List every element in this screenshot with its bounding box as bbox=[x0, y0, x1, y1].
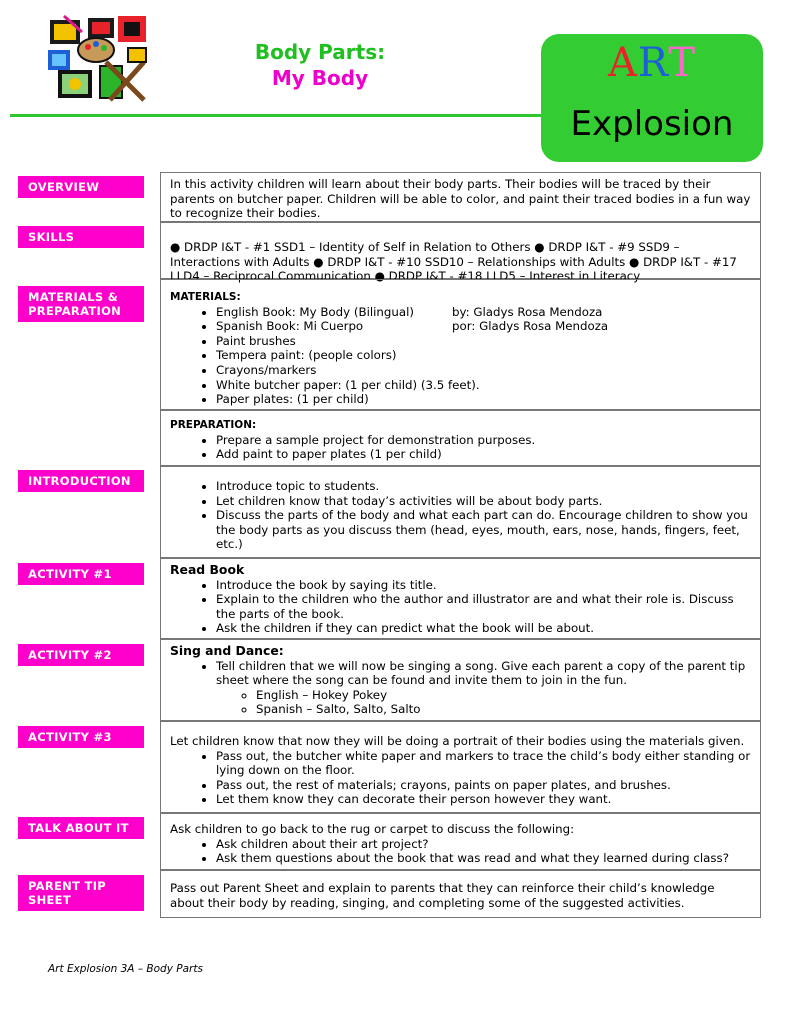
label-skills: SKILLS bbox=[18, 226, 144, 248]
introduction-list bbox=[170, 479, 751, 552]
badge-art-letter: R bbox=[637, 40, 669, 86]
label-parent-tip-sheet: PARENT TIP SHEET bbox=[18, 875, 144, 911]
label-materials-preparation: MATERIALS & PREPARATION bbox=[18, 286, 144, 322]
list-item: • Discuss the parts of the body and what each part can do. Encourage children to show you the body parts as you discuss them (head, eyes, mouth, ears, nose, hands, fingers, feet, etc.) bbox=[216, 508, 751, 552]
list-item: • Tempera paint: (people colors) bbox=[216, 348, 751, 363]
art-clipart-logo bbox=[44, 14, 150, 102]
introduction-box bbox=[160, 466, 761, 558]
badge-art-letter: A bbox=[608, 40, 638, 86]
list-item: • Let children know that today’s activities will be about body parts. bbox=[216, 494, 751, 509]
label-activity-3: ACTIVITY #3 bbox=[18, 726, 144, 748]
activity-2-sublist bbox=[170, 688, 751, 717]
activity-1-box bbox=[160, 558, 761, 639]
list-item: • Tell children that we will now be singing a song. Give each parent a copy of the parent tip sheet where the song can be found and invite them to join in the fun. bbox=[216, 659, 751, 688]
list-item: • Ask them questions about the book that was read and what they learned during class? bbox=[216, 851, 751, 866]
list-item: • Prepare a sample project for demonstration purposes. bbox=[216, 433, 751, 448]
list-item: • Spanish Book: Mi Cuerpo por: Gladys Rosa Mendoza bbox=[216, 319, 751, 334]
art-clipart-icon bbox=[44, 14, 150, 102]
label-activity-2: ACTIVITY #2 bbox=[18, 644, 144, 666]
activity-2-heading: Sing and Dance: bbox=[170, 643, 284, 658]
list-item: ◦ English – Hokey Pokey bbox=[256, 688, 751, 703]
talk-about-it-box bbox=[160, 813, 761, 870]
activity-2-list bbox=[170, 659, 751, 688]
activity-3-box bbox=[160, 721, 761, 813]
list-item: • Let them know they can decorate their person however they want. bbox=[216, 792, 751, 807]
badge-explosion-text: Explosion bbox=[570, 104, 734, 144]
parent-tip-text: Pass out Parent Sheet and explain to parents that they can reinforce their child’s knowledge about their body by reading, singing, and completing some of the suggested activities. bbox=[170, 881, 715, 910]
list-item: • White butcher paper: (1 per child) (3.5 feet). bbox=[216, 378, 751, 393]
overview-text: In this activity children will learn about their body parts. Their bodies will be traced by their parents on butcher paper. Children will be able to color, and paint their traced bodies in a fun way to recognize their bodies. bbox=[170, 177, 751, 221]
preparation-box bbox=[160, 410, 761, 466]
page-subtitle: My Body bbox=[271, 66, 369, 90]
overview-box bbox=[160, 172, 761, 222]
preparation-list bbox=[170, 433, 751, 462]
list-item: • Ask the children if they can predict what the book will be about. bbox=[216, 621, 751, 636]
badge-art-letter: T bbox=[668, 40, 696, 86]
skills-box bbox=[160, 222, 761, 284]
talk-intro: Ask children to go back to the rug or carpet to discuss the following: bbox=[170, 822, 575, 836]
list-item: • Paper plates: (1 per child) bbox=[216, 392, 751, 407]
materials-heading: MATERIALS: bbox=[170, 291, 241, 303]
activity-3-intro: Let children know that now they will be doing a portrait of their bodies using the materials given. bbox=[170, 734, 745, 748]
label-introduction: INTRODUCTION bbox=[18, 470, 144, 492]
activity-1-heading: Read Book bbox=[170, 562, 245, 577]
list-item: • Paint brushes bbox=[216, 334, 751, 349]
activity-3-list bbox=[170, 749, 751, 807]
parent-tip-box bbox=[160, 870, 761, 918]
label-overview: OVERVIEW bbox=[18, 176, 144, 198]
skills-text: ● DRDP I&T - #1 SSD1 – Identity of Self in Relation to Others ● DRDP I&T - #9 SSD9 – Interactions with Adults ● DRDP I&T - #10 SSD10 – Relationships with Adults ● DRDP I&T - #17 LLD4 – Reciprocal Communication ● DRDP I&T - #18 LLD5 – Interest in Literacy bbox=[170, 240, 737, 284]
list-item: • Introduce the book by saying its title. bbox=[216, 578, 751, 593]
list-item: • Ask children about their art project? bbox=[216, 837, 751, 852]
label-activity-1: ACTIVITY #1 bbox=[18, 563, 144, 585]
header-divider bbox=[10, 114, 546, 117]
materials-list bbox=[170, 305, 751, 407]
preparation-heading: PREPARATION: bbox=[170, 419, 257, 431]
page-title: Body Parts: bbox=[254, 40, 386, 64]
badge-art-text bbox=[541, 40, 763, 86]
list-item: • Explain to the children who the author and illustrator are and what their role is. Discuss the parts of the book. bbox=[216, 592, 751, 621]
list-item: • Add paint to paper plates (1 per child) bbox=[216, 447, 751, 462]
talk-list bbox=[170, 837, 751, 866]
list-item: • Pass out, the rest of materials; crayons, paints on paper plates, and brushes. bbox=[216, 778, 751, 793]
activity-1-list bbox=[170, 578, 751, 636]
activity-2-box bbox=[160, 639, 761, 721]
label-talk-about-it: TALK ABOUT IT bbox=[18, 817, 144, 839]
list-item: • Pass out, the butcher white paper and markers to trace the child’s body either standing or lying down on the floor. bbox=[216, 749, 751, 778]
list-item: • Introduce topic to students. bbox=[216, 479, 751, 494]
list-item: • Crayons/markers bbox=[216, 363, 751, 378]
list-item: ◦ Spanish – Salto, Salto, Salto bbox=[256, 702, 751, 717]
list-item: • English Book: My Body (Bilingual) by: Gladys Rosa Mendoza bbox=[216, 305, 751, 320]
materials-box bbox=[160, 279, 761, 410]
art-explosion-badge bbox=[541, 34, 763, 162]
page-footer: Art Explosion 3A – Body Parts bbox=[48, 963, 203, 975]
